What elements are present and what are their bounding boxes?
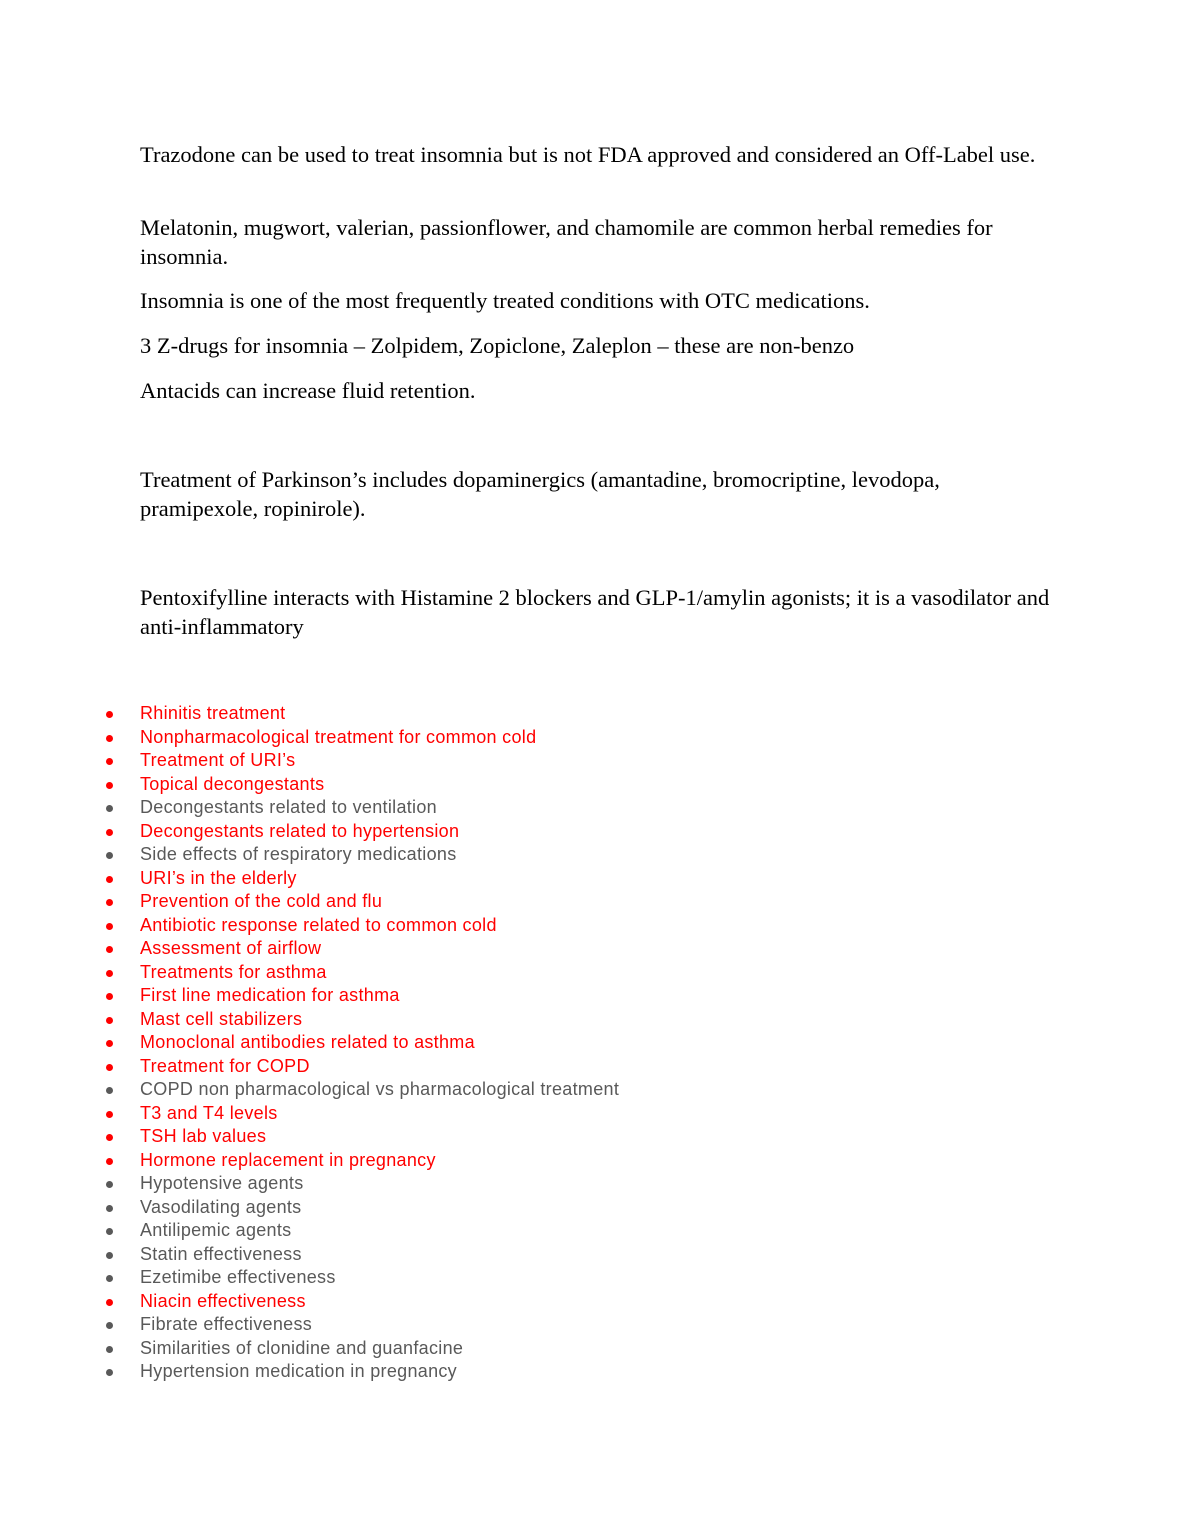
bullet-icon bbox=[106, 1181, 113, 1188]
list-item bbox=[0, 1055, 1190, 1079]
list-item bbox=[0, 1149, 1190, 1173]
list-item-text: Monoclonal antibodies related to asthma bbox=[140, 1032, 475, 1052]
list-item-text: T3 and T4 levels bbox=[140, 1102, 278, 1123]
bullet-icon bbox=[106, 1205, 113, 1212]
list-item bbox=[0, 1337, 1190, 1361]
bullet-icon bbox=[106, 1111, 113, 1118]
list-item bbox=[0, 1196, 1190, 1220]
list-item bbox=[0, 1360, 1190, 1384]
list-item bbox=[0, 1219, 1190, 1243]
bullet-icon bbox=[106, 805, 113, 812]
list-item bbox=[0, 984, 1190, 1008]
list-item bbox=[0, 843, 1190, 867]
bullet-icon bbox=[106, 1346, 113, 1353]
bullet-icon bbox=[106, 1228, 113, 1235]
list-item-text: Niacin effectiveness bbox=[140, 1290, 306, 1311]
list-item-text: Rhinitis treatment bbox=[140, 703, 286, 723]
list-item-text: Fibrate effectiveness bbox=[140, 1314, 313, 1334]
paragraph-otc-insomnia: Insomnia is one of the most frequently treated conditions with OTC medications. bbox=[140, 288, 870, 313]
list-item-text: Similarities of clonidine and guanfacine bbox=[140, 1337, 464, 1358]
list-item-text: Antibiotic response related to common cold bbox=[140, 914, 497, 935]
bullet-icon bbox=[106, 1040, 113, 1047]
list-item bbox=[0, 726, 1190, 750]
list-item-text: Statin effectiveness bbox=[140, 1243, 302, 1264]
bullet-icon bbox=[106, 946, 113, 953]
list-item-text: Prevention of the cold and flu bbox=[140, 891, 383, 911]
list-item bbox=[0, 1125, 1190, 1149]
list-item-text: URI’s in the elderly bbox=[140, 867, 297, 888]
paragraph-herbal-remedies: Melatonin, mugwort, valerian, passionflower, and chamomile are common herbal remedies for insomnia. bbox=[140, 215, 993, 269]
list-item bbox=[0, 914, 1190, 938]
paragraph-z-drugs: 3 Z-drugs for insomnia – Zolpidem, Zopiclone, Zaleplon – these are non-benzo bbox=[140, 333, 855, 358]
bullet-icon bbox=[106, 1017, 113, 1024]
list-item bbox=[0, 749, 1190, 773]
bullet-icon bbox=[106, 735, 113, 742]
list-item bbox=[0, 702, 1190, 726]
list-item-text: Vasodilating agents bbox=[140, 1196, 302, 1217]
list-item-text: COPD non pharmacological vs pharmacological treatment bbox=[140, 1079, 620, 1099]
list-item-text: Side effects of respiratory medications bbox=[140, 844, 457, 864]
bullet-icon bbox=[106, 1087, 113, 1094]
list-item-text: Antilipemic agents bbox=[140, 1220, 292, 1240]
bullet-icon bbox=[106, 758, 113, 765]
list-item-text: Treatments for asthma bbox=[140, 961, 327, 982]
list-item-text: Mast cell stabilizers bbox=[140, 1008, 303, 1029]
list-item-text: Hormone replacement in pregnancy bbox=[140, 1149, 436, 1170]
bullet-icon bbox=[106, 1064, 113, 1071]
bullet-icon bbox=[106, 1275, 113, 1282]
list-item-text: Decongestants related to ventilation bbox=[140, 797, 437, 817]
list-item-text: Topical decongestants bbox=[140, 773, 325, 794]
list-item bbox=[0, 1031, 1190, 1055]
list-item-text: TSH lab values bbox=[140, 1126, 267, 1146]
bullet-icon bbox=[106, 782, 113, 789]
list-item-text: Hypotensive agents bbox=[140, 1173, 304, 1193]
paragraph-antacids: Antacids can increase fluid retention. bbox=[140, 378, 476, 403]
bullet-icon bbox=[106, 1299, 113, 1306]
list-item-text: Assessment of airflow bbox=[140, 938, 322, 958]
bullet-icon bbox=[106, 923, 113, 930]
bullet-icon bbox=[106, 1369, 113, 1376]
bullet-icon bbox=[106, 1134, 113, 1141]
list-item-text: Nonpharmacological treatment for common cold bbox=[140, 726, 537, 747]
bullet-icon bbox=[106, 899, 113, 906]
bullet-icon bbox=[106, 876, 113, 883]
list-item-text: Treatment of URI’s bbox=[140, 750, 296, 770]
bullet-icon bbox=[106, 852, 113, 859]
list-item bbox=[0, 1313, 1190, 1337]
bullet-icon bbox=[106, 993, 113, 1000]
study-topics-list bbox=[0, 702, 1190, 1384]
bullet-icon bbox=[106, 711, 113, 718]
list-item-text: First line medication for asthma bbox=[140, 985, 400, 1005]
list-item-text: Ezetimibe effectiveness bbox=[140, 1267, 336, 1287]
list-item bbox=[0, 1266, 1190, 1290]
bullet-icon bbox=[106, 829, 113, 836]
bullet-icon bbox=[106, 1158, 113, 1165]
list-item bbox=[0, 867, 1190, 891]
bullet-icon bbox=[106, 970, 113, 977]
list-item bbox=[0, 773, 1190, 797]
list-item bbox=[0, 937, 1190, 961]
list-item bbox=[0, 961, 1190, 985]
list-item bbox=[0, 820, 1190, 844]
list-item bbox=[0, 1172, 1190, 1196]
list-item bbox=[0, 796, 1190, 820]
paragraph-trazodone: Trazodone can be used to treat insomnia but is not FDA approved and considered an Off-Label use. bbox=[140, 142, 1036, 167]
list-item-text: Decongestants related to hypertension bbox=[140, 820, 460, 841]
list-item-text: Hypertension medication in pregnancy bbox=[140, 1361, 457, 1381]
list-item bbox=[0, 890, 1190, 914]
bullet-icon bbox=[106, 1252, 113, 1259]
list-item bbox=[0, 1008, 1190, 1032]
list-item bbox=[0, 1290, 1190, 1314]
list-item-text: Treatment for COPD bbox=[140, 1055, 310, 1076]
bullet-icon bbox=[106, 1322, 113, 1329]
list-item bbox=[0, 1078, 1190, 1102]
paragraph-pentoxifylline: Pentoxifylline interacts with Histamine 2 blockers and GLP-1/amylin agonists; it is a vasodilator and anti-inflammatory bbox=[140, 585, 1050, 639]
list-item bbox=[0, 1243, 1190, 1267]
paragraph-parkinsons: Treatment of Parkinson’s includes dopaminergics (amantadine, bromocriptine, levodopa, pramipexole, ropinirole). bbox=[140, 467, 940, 521]
list-item bbox=[0, 1102, 1190, 1126]
